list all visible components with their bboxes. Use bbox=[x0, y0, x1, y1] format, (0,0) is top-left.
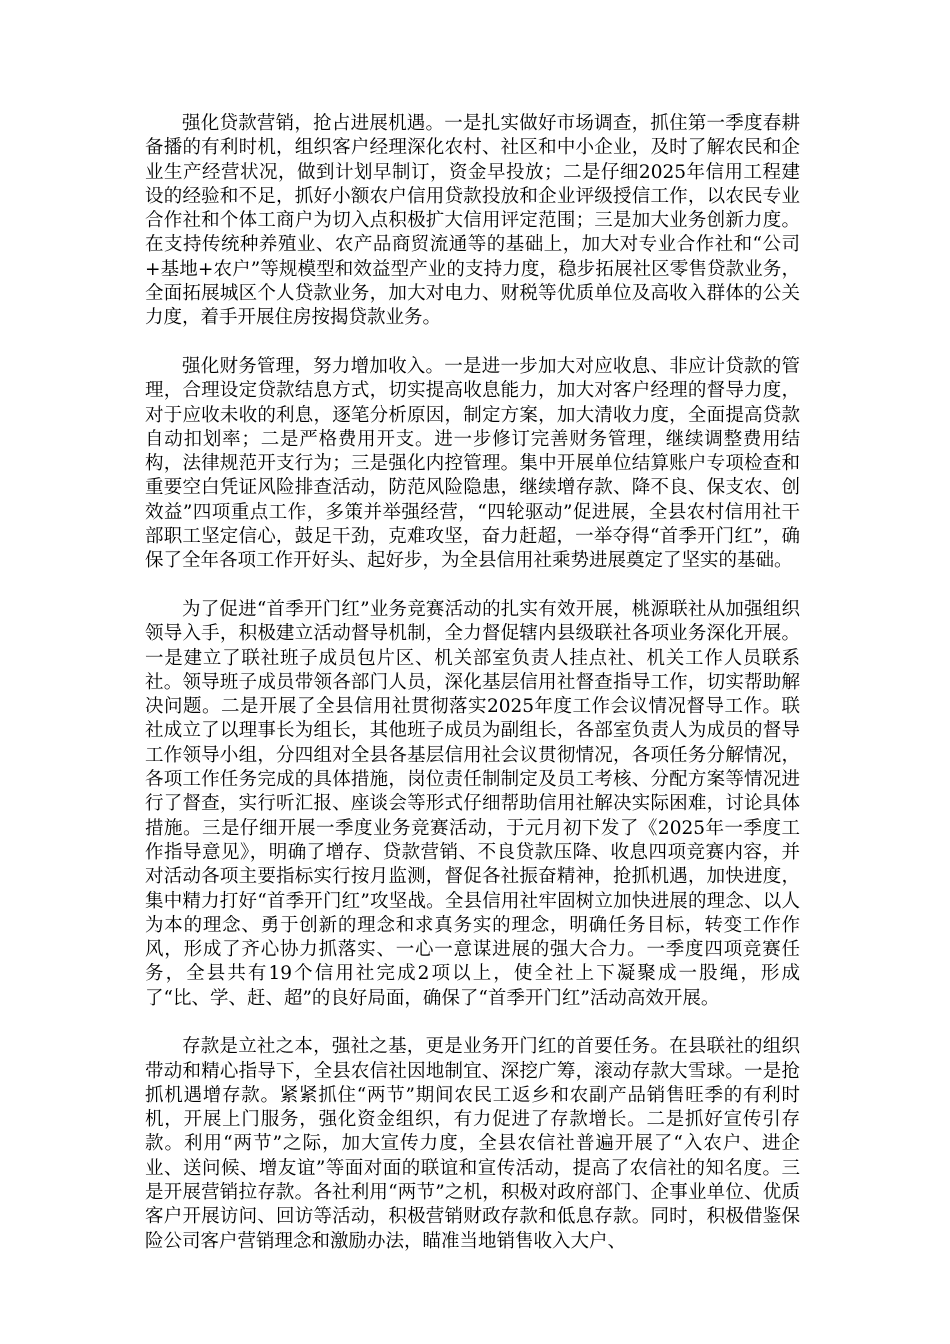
document-page bbox=[145, 112, 800, 1278]
paragraph-financial-management: 强化财务管理，努力增加收入。一是进一步加大对应收息、非应计贷款的管理，合理设定贷款结息方式，切实提高收息能力，加大对客户经理的督导力度，对于应收未收的利息，逐笔分析原因，制定方案，加大清收力度，全面提高贷款自动扣划率；二是严格费用开支。进一步修订完善财务管理，继续调整费用结构，法律规范开支行为；三是强化内控管理。集中开展单位结算账户专项检查和重要空白凭证风险排查活动，防范风险隐患，继续增存款、降不良、保支农、创效益”四项重点工作，多策并举强经营，“四轮驱动”促进展，全县农村信用社干部职工坚定信心，鼓足干劲，克难攻坚，奋力赶超，一举夺得“首季开门红”，确保了全年各项工作开好头、起好步，为全县信用社乘势进展奠定了坚实的基础。 bbox=[145, 355, 800, 572]
paragraph-loan-marketing: 强化贷款营销，抢占进展机遇。一是扎实做好市场调查，抓住第一季度春耕备播的有利时机，组织客户经理深化农村、社区和中小企业，及时了解农民和企业生产经营状况，做到计划早制订，资金早投放；二是仔细2025年信用工程建设的经验和不足，抓好小额农户信用贷款投放和企业评级授信工作，以农民专业合作社和个体工商户为切入点积极扩大信用评定范围；三是加大业务创新力度。在支持传统种养殖业、农产品商贸流通等的基础上，加大对专业合作社和“公司+基地+农户”等规模型和效益型产业的支持力度，稳步拓展社区零售贷款业务，全面拓展城区个人贷款业务，加大对电力、财税等优质单位及高收入群体的公关力度，着手开展住房按揭贷款业务。 bbox=[145, 113, 800, 329]
paragraph-deposits: 存款是立社之本，强社之基，更是业务开门红的首要任务。在县联社的组织带动和精心指导下，全县农信社因地制宜、深挖广筹，滚动存款大雪球。一是抢抓机遇增存款。紧紧抓住“两节”期间农民工返乡和农副产品销售旺季的有利时机，开展上门服务，强化资金组织，有力促进了存款增长。二是抓好宣传引存款。利用“两节”之际，加大宣传力度，全县农信社普遍开展了“入农户、进企业、送问候、增友谊”等面对面的联谊和宣传活动，提高了农信社的知名度。三是开展营销拉存款。各社利用“两节”之机，积极对政府部门、企事业单位、优质客户开展访问、回访等活动，积极营销财政存款和低息存款。同时，积极借鉴保险公司客户营销理念和激励办法，瞄准当地销售收入大户、 bbox=[145, 1036, 800, 1252]
paragraph-competition-activity: 为了促进“首季开门红”业务竞赛活动的扎实有效开展，桃源联社从加强组织领导入手，积极建立活动督导机制，全力督促辖内县级联社各项业务深化开展。一是建立了联社班子成员包片区、机关部室负责人挂点社、机关工作人员联系社。领导班子成员带领各部门人员，深化基层信用社督查指导工作，切实帮助解决问题。二是开展了全县信用社贯彻落实2025年度工作会议情况督导工作。联社成立了以理事长为组长，其他班子成员为副组长，各部室负责人为成员的督导工作领导小组，分四组对全县各基层信用社会议贯彻情况，各项任务分解情况，各项工作任务完成的具体措施，岗位责任制制定及员工考核、分配方案等情况进行了督查，实行听汇报、座谈会等形式仔细帮助信用社解决实际困难，讨论具体措施。三是仔细开展一季度业务竞赛活动，于元月初下发了《2025年一季度工作指导意见》，明确了增存、贷款营销、不良贷款压降、收息四项竞赛内容，并对活动各项主要指标实行按月监测，督促各社振奋精神，抢抓机遇，加快进度，集中精力打好“首季开门红”攻坚战。全县信用社牢固树立加快进展的理念、以人为本的理念、勇于创新的理念和求真务实的理念，明确任务目标，转变工作作风，形成了齐心协力抓落实、一心一意谋进展的强大合力。一季度四项竞赛任务，全县共有19个信用社完成2项以上，使全社上下凝聚成一股绳，形成了“比、学、赶、超”的良好局面，确保了“首季开门红”活动高效开展。 bbox=[145, 598, 800, 1009]
